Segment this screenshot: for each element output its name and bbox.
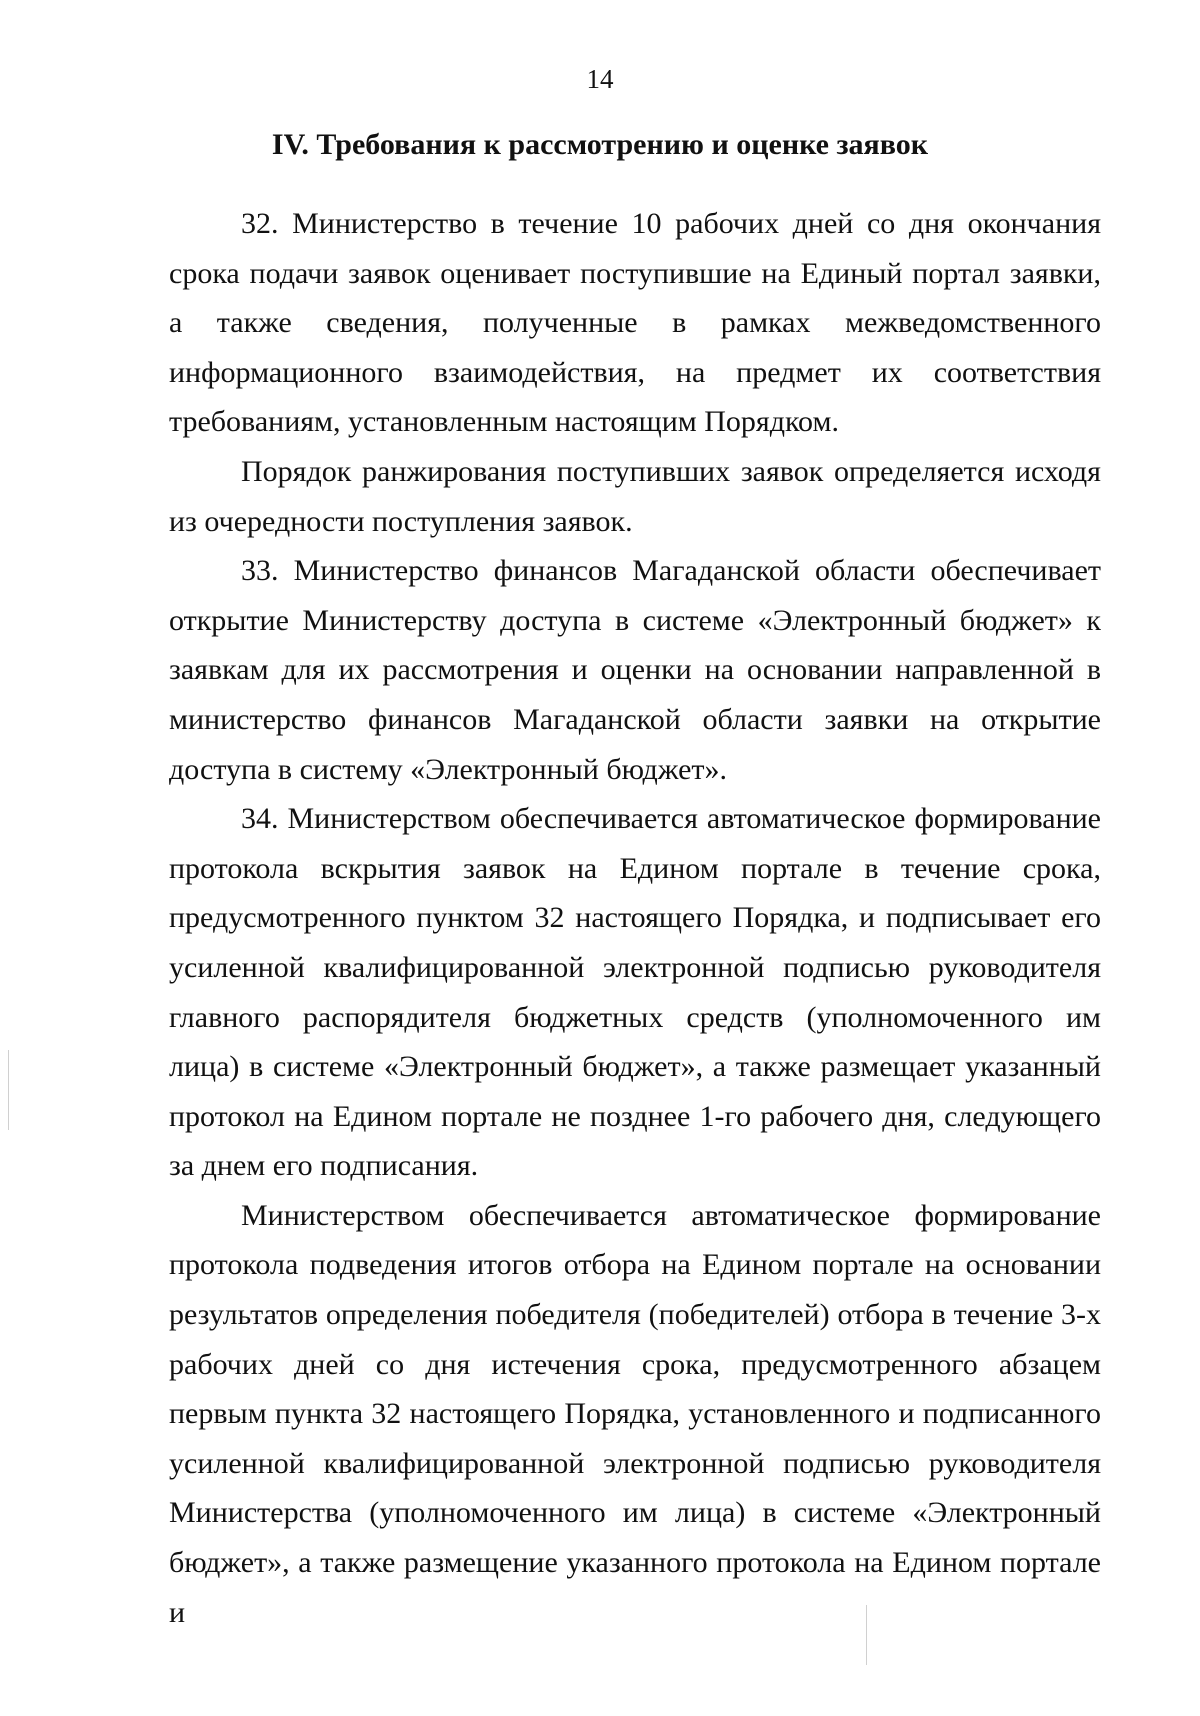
body-text (169, 199, 1101, 1637)
scan-artifact-line (866, 1605, 867, 1665)
section-title: IV. Требования к рассмотрению и оценке заявок (271, 128, 929, 161)
scan-artifact-line (8, 1050, 9, 1130)
page-number: 14 (586, 64, 614, 94)
paragraph-results-protocol: Министерством обеспечивается автоматическое формирование протокола подведения итогов отбора на Едином портале на основании результатов определения победителя (победителей) отбора в течение 3-х рабочих дней со дня истечения срока, предусмотренного абзацем первым пункта 32 настоящего Порядка, установленного и подписанного усиленной квалифицированной электронной подписью руководителя Министерства (уполномоченного им лица) в системе «Электронный бюджет», а также размещение указанного протокола на Едином портале и (169, 1198, 1101, 1629)
paragraph-32: 32. Министерство в течение 10 рабочих дней со дня окончания срока подачи заявок оценивает поступившие на Единый портал заявки, а также сведения, полученные в рамках межведомственного информационного взаимодействия, на предмет их соответствия требованиям, установленным настоящим Порядком. (169, 207, 1101, 439)
paragraph-33: 33. Министерство финансов Магаданской области обеспечивает открытие Министерству доступа в системе «Электронный бюджет» к заявкам для их рассмотрения и оценки на основании направленной в министерство финансов Магаданской области заявки на открытие доступа в систему «Электронный бюджет». (169, 554, 1101, 786)
paragraph-34: 34. Министерством обеспечивается автоматическое формирование протокола вскрытия заявок на Едином портале в течение срока, предусмотренного пунктом 32 настоящего Порядка, и подписывает его усиленной квалифицированной электронной подписью руководителя главного распорядителя бюджетных средств (уполномоченного им лица) в системе «Электронный бюджет», а также размещает указанный протокол на Едином портале не позднее 1-го рабочего дня, следующего за днем его подписания. (169, 802, 1101, 1183)
paragraph-ranking: Порядок ранжирования поступивших заявок определяется исходя из очередности поступления заявок. (169, 454, 1101, 538)
